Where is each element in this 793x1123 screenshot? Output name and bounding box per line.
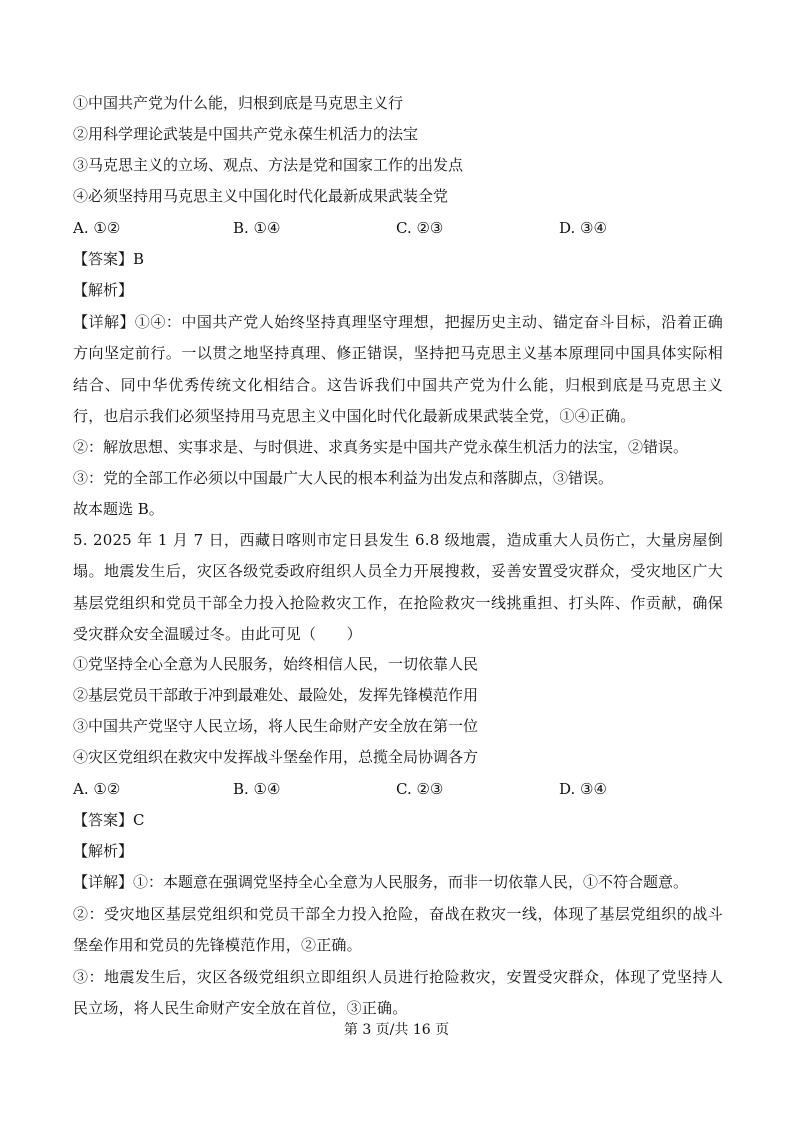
q5-detail: 【详解】①：本题意在强调党坚持全心全意为人民服务，而非一切依靠人民，①不符合题意。 [73, 873, 689, 891]
q5-statement-2: ②基层党员干部敢于冲到最难处、最险处，发挥先锋模范作用 [73, 686, 479, 704]
q4-answer: 【答案】B [73, 250, 145, 268]
q5-statement-3: ③中国共产党坚守人民立场，将人民生命财产安全放在第一位 [73, 717, 479, 735]
q4-statement-1: ①中国共产党为什么能，归根到底是马克思主义行 [73, 94, 404, 112]
q5-statement-1: ①党坚持全心全意为人民服务，始终相信人民，一切依靠人民 [73, 655, 479, 673]
q5-option-a: A. ①② [73, 780, 121, 798]
q5-options [73, 774, 723, 805]
q4-option-b: B. ①④ [233, 219, 281, 237]
q4-statement-2: ②用科学理论武装是中国共产党永葆生机活力的法宝 [73, 125, 419, 143]
q5-point-3: ③：地震发生后，灾区各级党组织立即组织人员进行抢险救灾，安置受灾群众，体现了党坚持人民立场，将人民生命财产安全放在首位，③正确。 [73, 968, 723, 1018]
q4-detail: 【详解】①④：中国共产党人始终坚持真理坚守理想，把握历史主动、锚定奋斗目标，沿着正确方向坚定前行。一以贯之地坚持真理、修正错误，坚持把马克思主义基本原理同中国具体实际相结合、同中华优秀传统文化相结合。这告诉我们中国共产党为什么能，归根到底是马克思主义行，也启示我们必须坚持用马克思主义中国化时代化最新成果武装全党，①④正确。 [73, 313, 723, 425]
q4-option-c: C. ②③ [396, 219, 444, 237]
q5-analysis-label: 【解析】 [73, 842, 134, 860]
page-footer: 第 3 页/共 16 页 [343, 1022, 450, 1038]
q5-stem: 5. 2025 年 1 月 7 日，西藏日喀则市定日县发生 6.8 级地震，造成重大人员伤亡，大量房屋倒塌。地震发生后，灾区各级党委政府组织人员全力开展搜救，妥善安置受灾群众，受灾地区广大基层党组织和党员干部全力投入抢险救灾工作，在抢险救灾一线挑重担、打头阵、作贡献，确保受灾群众安全温暖过冬。由此可见（ ） [73, 531, 723, 643]
q4-statement-3: ③马克思主义的立场、观点、方法是党和国家工作的出发点 [73, 156, 464, 174]
q4-conclusion: 故本题选 B。 [73, 500, 164, 518]
q5-option-c: C. ②③ [396, 780, 444, 798]
q4-option-a: A. ①② [73, 219, 121, 237]
q5-point-2: ②：受灾地区基层党组织和党员干部全力投入抢险，奋战在救灾一线，体现了基层党组织的战斗堡垒作用和党员的先锋模范作用，②正确。 [73, 905, 723, 955]
q4-analysis-label: 【解析】 [73, 281, 134, 299]
q4-option-d: D. ③④ [559, 219, 607, 237]
q5-option-b: B. ①④ [233, 780, 281, 798]
q5-answer: 【答案】C [73, 811, 145, 829]
q4-point-2: ②：解放思想、实事求是、与时俱进、求真务实是中国共产党永葆生机活力的法宝，②错误。 [73, 438, 689, 456]
q5-statement-4: ④灾区党组织在救灾中发挥战斗堡垒作用，总揽全局协调各方 [73, 748, 479, 766]
q4-options [73, 213, 723, 244]
q4-statement-4: ④必须坚持用马克思主义中国化时代化最新成果武装全党 [73, 187, 449, 205]
q5-option-d: D. ③④ [559, 780, 607, 798]
q4-point-3: ③：党的全部工作必须以中国最广大人民的根本利益为出发点和落脚点，③错误。 [73, 469, 614, 487]
